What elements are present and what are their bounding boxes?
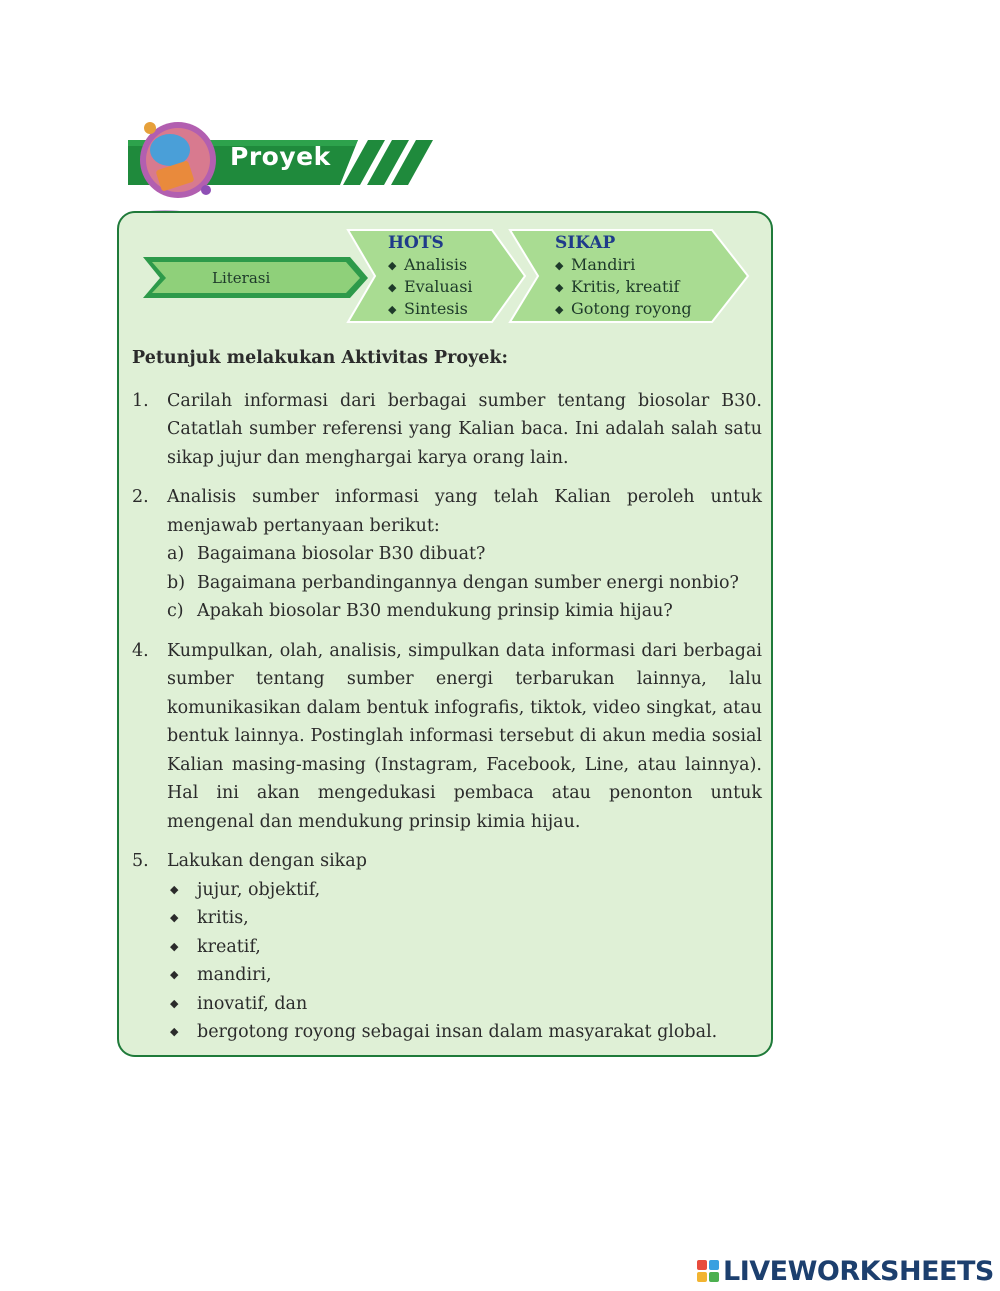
attitude-bullet: ◆ mandiri, bbox=[170, 965, 272, 985]
instruction-item-2 bbox=[132, 483, 762, 626]
sub-question: b) Bagaimana perbandingannya dengan sumber energi nonbio? bbox=[167, 572, 739, 593]
liveworksheets-watermark[interactable] bbox=[697, 1254, 994, 1288]
sikap-box bbox=[555, 233, 692, 320]
sub-question: a) Bagaimana biosolar B30 dibuat? bbox=[167, 544, 486, 564]
hots-title: HOTS bbox=[388, 233, 444, 253]
sub-question: c) Apakah biosolar B30 mendukung prinsip kimia hijau? bbox=[167, 601, 673, 621]
item-number: 5. bbox=[132, 851, 149, 871]
skills-flow bbox=[0, 0, 1000, 340]
attitude-bullet: ◆ kreatif, bbox=[170, 936, 261, 957]
instruction-item-4 bbox=[132, 637, 762, 837]
liveworksheets-logo-icon bbox=[697, 1260, 719, 1282]
sikap-title: SIKAP bbox=[555, 233, 616, 253]
literasi-label: Literasi bbox=[212, 269, 271, 287]
watermark-text: LIVEWORKSHEETS bbox=[723, 1255, 994, 1287]
instructions bbox=[132, 344, 762, 1058]
hots-item: ◆ Analisis bbox=[388, 255, 468, 274]
item-number: 4. bbox=[132, 640, 149, 661]
attitude-bullet: ◆ bergotong royong sebagai insan dalam masyarakat global. bbox=[170, 1022, 718, 1042]
item-text: Kumpulkan, olah, analisis, simpulkan data informasi dari berbagai sumber tentang sumber energi terbarukan lainnya, lalu komunikasikan dalam bentuk infografis, tiktok, video singkat, atau bentuk lainnya. Postinglah informasi tersebut di akun media sosial Kalian masing-masing (Instagram, Facebook, Line, atau lainnya). Hal ini akan mengedukasi pembaca atau penonton untuk mengenal dan mendukung prinsip kimia hijau. bbox=[167, 640, 762, 832]
item-text: Carilah informasi dari berbagai sumber tentang biosolar B30. Catatlah sumber referensi yang Kalian baca. Ini adalah salah satu sikap jujur dan menghargai karya orang lain. bbox=[167, 390, 762, 468]
attitude-bullet: ◆ inovatif, dan bbox=[170, 993, 308, 1014]
instruction-item-5 bbox=[132, 847, 762, 1047]
instructions-heading: Petunjuk melakukan Aktivitas Proyek: bbox=[132, 348, 508, 368]
hots-box bbox=[388, 233, 473, 320]
item-text: Lakukan dengan sikap bbox=[167, 851, 367, 871]
hots-item: ◆ Sintesis bbox=[388, 299, 468, 318]
page-title: Proyek bbox=[230, 142, 331, 171]
hots-item: ◆ Evaluasi bbox=[388, 277, 473, 296]
item-text: Analisis sumber informasi yang telah Kalian peroleh untuk menjawab pertanyaan berikut: bbox=[167, 487, 762, 536]
item-number: 1. bbox=[132, 390, 149, 411]
item-number: 2. bbox=[132, 487, 149, 507]
instruction-item-1 bbox=[132, 387, 762, 473]
sikap-item: ◆ Kritis, kreatif bbox=[555, 277, 680, 296]
sikap-item: ◆ Mandiri bbox=[555, 255, 636, 274]
attitude-bullet: ◆ kritis, bbox=[170, 908, 249, 928]
sikap-item: ◆ Gotong royong bbox=[555, 299, 692, 318]
attitude-bullet: ◆ jujur, objektif, bbox=[170, 879, 321, 900]
